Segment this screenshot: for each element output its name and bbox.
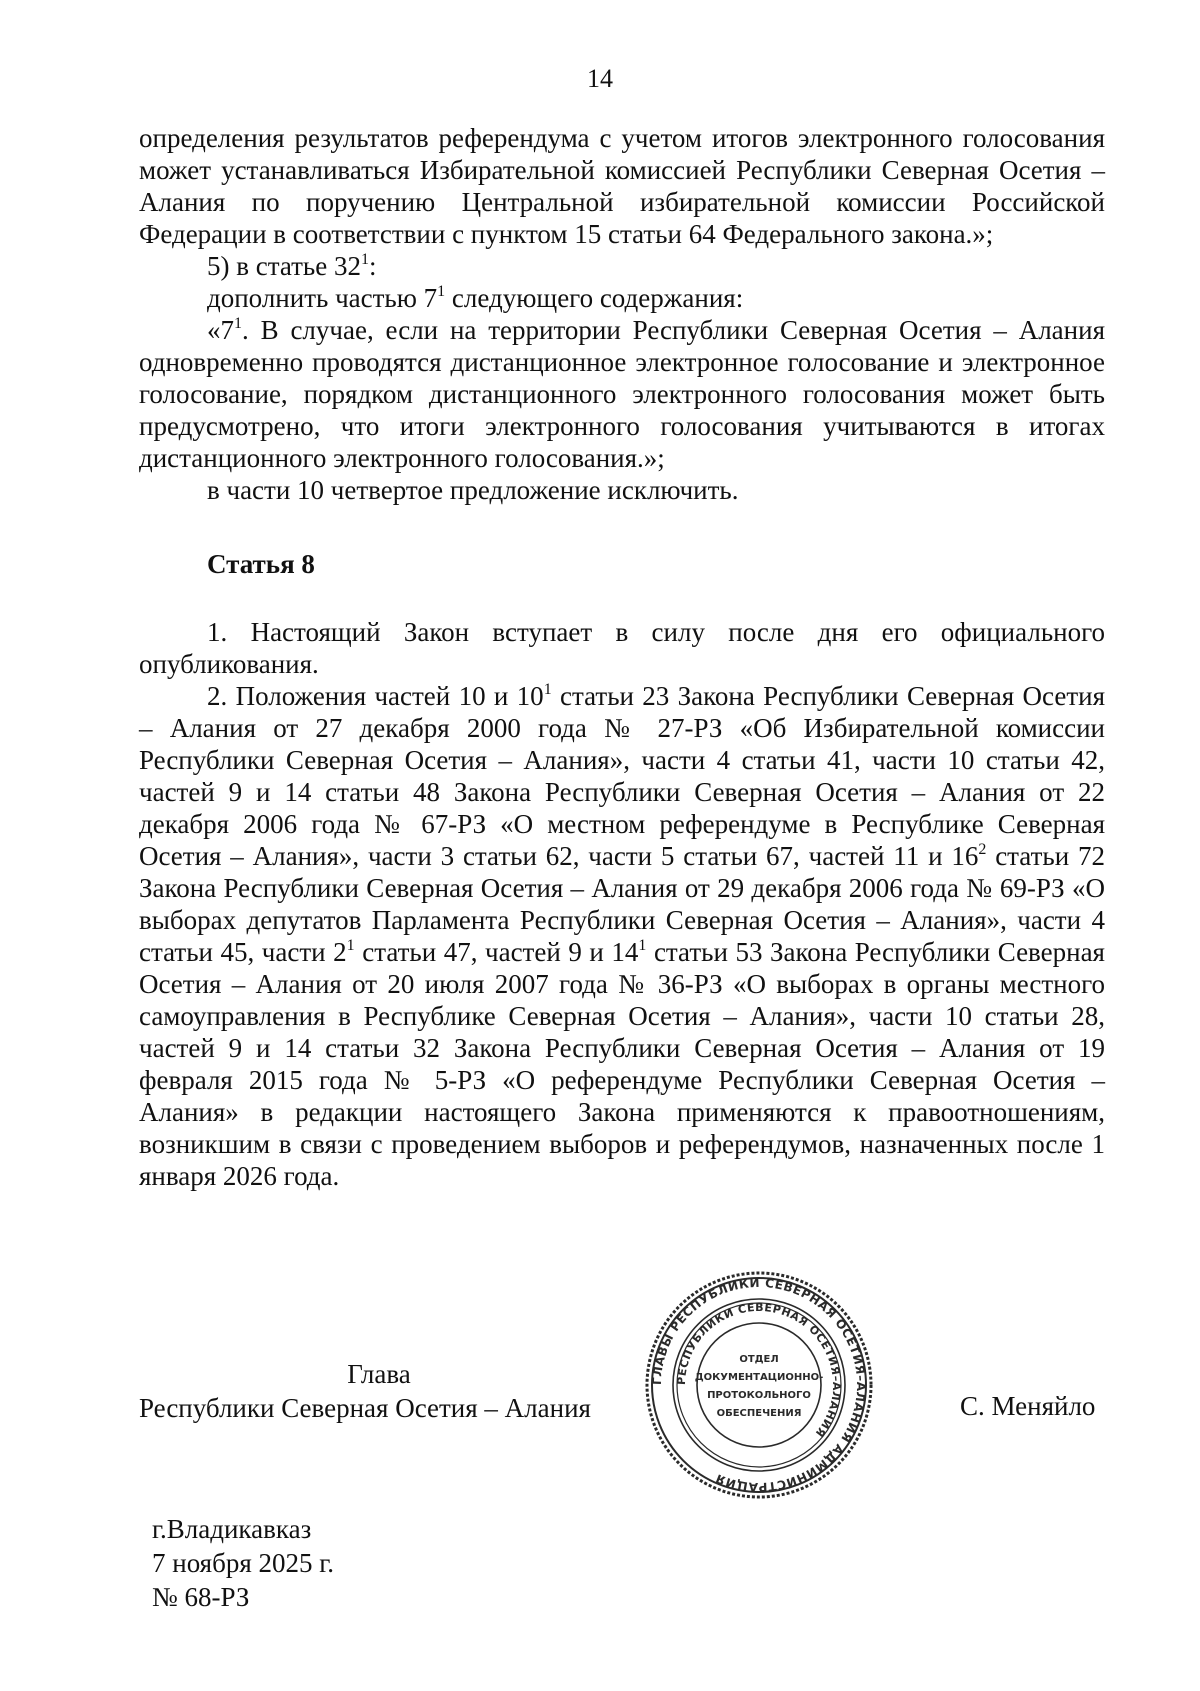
text-run: статьи 72 Закона Республики Северная Осетия – Алания от 29 декабря 2006 года № 69-РЗ «О выборах депутатов Парламента Республики Северная Осетия – Алания», части 4 статьи 45, части 2 [139,841,1105,967]
paragraph-item-5 [139,250,1105,282]
paragraph-part-10: в части 10 четвертое предложение исключить. [207,475,739,505]
article-clause-1: 1. Настоящий Закон вступает в силу после дня его официального опубликования. [139,617,1105,679]
paragraph-part-7-1 [139,314,1105,474]
text-run: «7 [207,315,234,345]
document-body [139,122,1105,1192]
signatory-title-line2: Республики Северная Осетия – Алания [139,1393,591,1423]
signatory-title-line1: Глава [347,1359,411,1389]
text-run: статьи 47, частей 9 и 14 [354,937,639,967]
signatory-title [139,1357,619,1425]
article-heading: Статья 8 [207,549,315,579]
text-run: следующего содержания: [445,283,744,313]
stamp-center-line: ОБЕСПЕЧЕНИЯ [716,1408,802,1419]
footer-city: г.Владикавказ [152,1514,312,1544]
paragraph-continuation: определения результатов референдума с учетом итогов электронного голосования может устанавливаться Избирательной комиссией Республики Северная Осетия – Алания по поручению Центральной избирательной комиссии Российской Федерации в соответствии с пунктом 15 статьи 64 Федерального закона.»; [139,123,1105,249]
article-clause-2 [139,680,1105,1192]
footer-date: 7 ноября 2025 г. [152,1548,335,1578]
superscript: 1 [437,283,446,300]
text-run: 2. Положения частей 10 и 10 [207,681,544,711]
stamp-center-line: ДОКУМЕНТАЦИОННО- [694,1372,824,1383]
stamp-center-line: ПРОТОКОЛЬНОГО [707,1390,811,1401]
page-number: 14 [587,64,613,93]
official-seal-stamp [644,1270,874,1500]
text-run: дополнить частью 7 [207,283,438,313]
text-run: статьи 23 Закона Республики Северная Осетия – Алания от 27 декабря 2000 года № 27-РЗ «Об Избирательной комиссии Республики Северная Осетия – Алания», части 4 статьи 41, части 10 статьи 42, частей 9 и 14 статьи 48 Закона Республики Северная Осетия – Алания от 22 декабря 2006 года № 67-РЗ «О местном референдуме в Республике Северная Осетия – Алания», части 3 статьи 62, части 5 статьи 67, частей 11 и 16 [139,681,1105,871]
stamp-center [695,1354,824,1419]
text-run: статьи 53 Закона Республики Северная Осетия – Алания от 20 июля 2007 года № 36-РЗ «О выборах в органы местного самоуправления в Республике Северная Осетия – Алания», части 10 статьи 28, частей 9 и 14 статьи 32 Закона Республики Северная Осетия – Алания от 19 февраля 2015 года № 5-РЗ «О референдуме Республики Северная Осетия – Алания» в редакции настоящего Закона применяются к правоотношениям, возникшим в связи с проведением выборов и референдумов, назначенных после 1 января 2026 года. [139,937,1105,1191]
superscript: 1 [543,681,552,698]
superscript: 1 [360,251,369,268]
document-footer [152,1512,334,1614]
superscript: 2 [978,841,987,858]
superscript: 1 [638,937,647,954]
stamp-outer-ring-text: ГЛАВЫ РЕСПУБЛИКИ СЕВЕРНАЯ ОСЕТИЯ–АЛАНИЯ АДМИНИСТРАЦИЯ [649,1275,869,1495]
text-run: . В случае, если на территории Республики Северная Осетия – Алания одновременно проводятся дистанционное электронное голосование и электронное голосование, порядком дистанционного электронного голосования может быть предусмотрено, что итоги электронного голосования учитываются в итогах дистанционного электронного голосования.»; [139,315,1105,473]
text-run: : [368,251,377,281]
footer-number: № 68-РЗ [152,1582,250,1612]
superscript: 1 [234,315,242,332]
stamp-center-line: ОТДЕЛ [739,1354,779,1365]
signatory-name: С. Меняйло [960,1391,1096,1421]
stamp-inner-ring-text: РЕСПУБЛИКИ СЕВЕРНАЯ ОСЕТИЯ–АЛАНИЯ [674,1300,844,1440]
paragraph-add-part [139,282,1105,314]
superscript: 1 [346,937,355,954]
text-run: 5) в статье 32 [207,251,361,281]
